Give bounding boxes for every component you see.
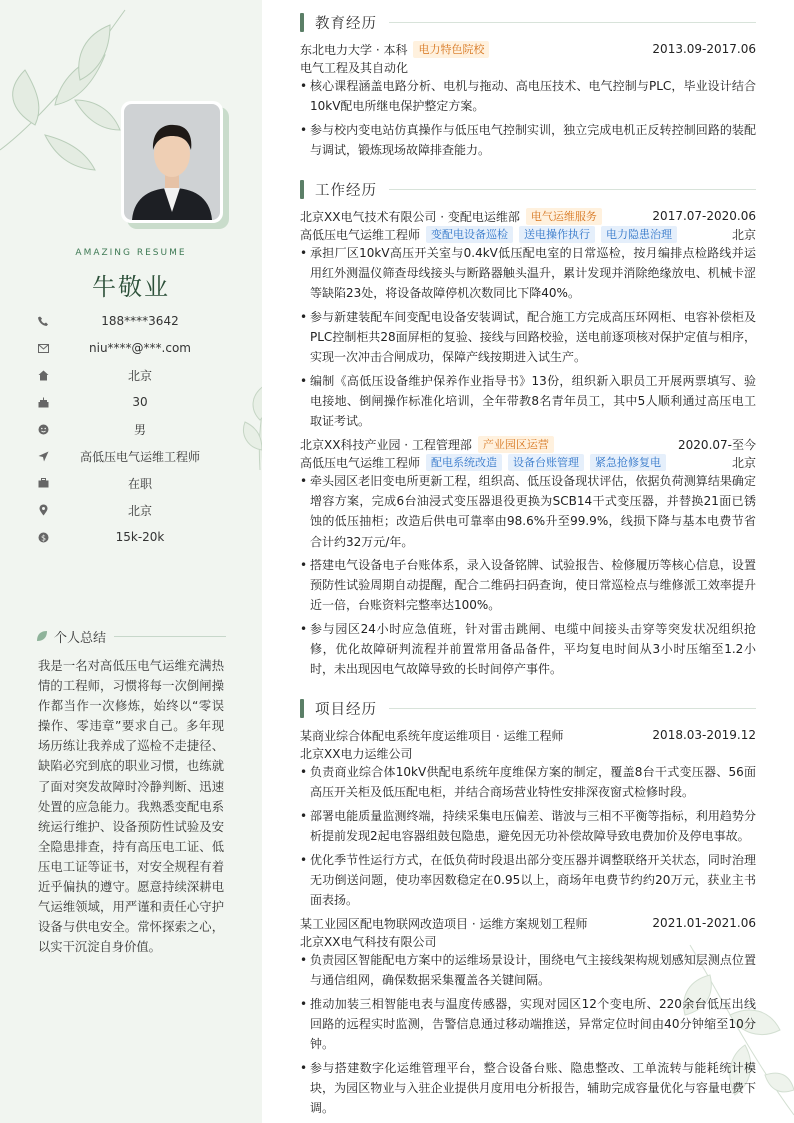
skill-tag: 配电系统改造 — [426, 454, 502, 471]
job-tag: 产业园区运营 — [478, 436, 554, 453]
salary-value: 15k-20k — [115, 530, 165, 544]
avatar — [124, 104, 220, 220]
project-name-row — [300, 726, 756, 744]
project-name-row — [300, 914, 756, 932]
project-bullet: • 推动加装三相智能电表与温度传感器，实现对园区12个变电所、220余台低压出线回路的远程实时监测，告警信息通过移动端推送，异常定位时间由40分钟缩至10分钟。 — [300, 997, 756, 1052]
job-role: 高低压电气运维工程师 — [300, 455, 421, 470]
briefcase-icon — [36, 476, 50, 490]
svg-text:$: $ — [40, 532, 46, 542]
major: 电气工程及其自动化 — [300, 60, 409, 75]
status-value: 在职 — [127, 476, 152, 491]
divider — [389, 22, 756, 23]
school-name: 东北电力大学 · 本科 — [300, 42, 408, 57]
skill-tag: 设备台账管理 — [508, 454, 584, 471]
summary-text: 我是一名对高低压电气运维充满热情的工程师，习惯将每一次倒闸操作都当作一次修炼，始终以“零误操作、零违章”要求自己。多年现场历练让我养成了巡检不走捷径、缺陷必究到底的职业习惯，也练就了面对突发故障时冷静判断、迅速处置的应急能力。我熟悉变配电系统运行维护、设备预防性试验及安全隐患排查，持有高压电工证、低压电工证等证书，对安全规程有着近乎偏执的遵守。愿意持续深耕电气运维领域，用严谨和责任心守护设备与供电安全。常怀探索之心，以实干沉淀自身价值。 — [38, 659, 224, 955]
work-heading — [300, 179, 756, 199]
project-bullet: • 部署电能质量监测终端，持续采集电压偏差、谐波与三相不平衡等指标，利用趋势分析提前发现2起电容器组鼓包隐患，避免因无功补偿故障导致电费加价及停电事故。 — [300, 809, 756, 844]
project-org: 北京XX电气科技有限公司 — [300, 934, 437, 949]
leaf-icon — [36, 630, 48, 642]
projects-title: 项目经历 — [315, 701, 377, 718]
hometown-value: 北京 — [127, 368, 152, 383]
project-date: 2018.03-2019.12 — [652, 728, 756, 742]
job-bullet: • 搭建电气设备电子台账体系，录入设备铭牌、试验报告、检修履历等核心信息，设置预防性试验周期自动提醒，配合二维码扫码查询，使日常巡检点与维修派工效率提升近一倍，台账资料完整率达100%。 — [300, 558, 756, 613]
summary-title: 个人总结 — [54, 630, 107, 646]
section-bar — [300, 699, 304, 718]
education-title: 教育经历 — [315, 15, 377, 32]
project-org: 北京XX电力运维公司 — [300, 746, 413, 761]
project-bullet: • 优化季节性运行方式，在低负荷时段退出部分变压器并调整联络开关状态，同时治理无功倒送问题，使功率因数稳定在0.95以上，商场年电费节约约20万元，获业主书面表扬。 — [300, 853, 756, 908]
divider — [114, 636, 226, 637]
job-company-row — [300, 207, 756, 225]
project-org-row — [300, 932, 756, 950]
project-bullet: • 负责商业综合体10kV供配电系统年度维保方案的制定，覆盖8台干式变压器、56面高压开关柜及低压配电柜，并结合商场营业特性安排深夜窗式检修时段。 — [300, 765, 756, 800]
divider — [389, 189, 756, 190]
education-bullet: • 核心课程涵盖电路分析、电机与拖动、高电压技术、电气控制与PLC，毕业设计结合10kV配电所继电保护整定方案。 — [300, 79, 756, 114]
education-heading — [300, 12, 756, 32]
cake-icon — [36, 395, 50, 409]
job-company: 北京XX电气技术有限公司 · 变配电运维部 — [300, 209, 520, 224]
job-date: 2017.07-2020.06 — [652, 209, 756, 223]
education-major-row — [300, 58, 756, 76]
divider — [389, 708, 756, 709]
job-city: 北京 — [731, 227, 756, 242]
job-city: 北京 — [731, 455, 756, 470]
skill-tag: 变配电设备巡检 — [426, 226, 513, 243]
info-location — [36, 501, 236, 519]
job-bullet: • 编制《高低压设备维护保养作业指导书》13份，组织新入职员工开展两票填写、验电接地、倒闸操作标准化培训，全年带教8名青年员工，其中5人顺利通过高压电工取证考试。 — [300, 374, 756, 429]
info-home — [36, 366, 236, 384]
info-age — [36, 393, 236, 411]
job-company-row — [300, 435, 756, 453]
job-role-row — [300, 453, 756, 471]
mail-icon — [36, 341, 50, 355]
project-bullet: • 参与搭建数字化运维管理平台，整合设备台账、隐患整改、工单流转与能耗统计模块，为园区物业与入驻企业提供月度用电分析报告，辅助完成容量优化与容量电费下调。 — [300, 1061, 756, 1116]
position-value: 高低压电气运维工程师 — [79, 449, 200, 464]
info-gender — [36, 420, 236, 438]
project-name: 某工业园区配电物联网改造项目 · 运维方案规划工程师 — [300, 916, 588, 931]
job-tag: 电气运维服务 — [526, 208, 602, 225]
info-email — [36, 339, 236, 357]
candidate-name: 牛敬业 — [92, 273, 170, 301]
job-bullet: • 参与新建装配车间变配电设备安装调试，配合施工方完成高压环网柜、电容补偿柜及PLC控制柜共28面屏柜的复验、接线与回路校验，送电前逐项核对保护定值与相序，实现一次冲击合闸成功，保障产线按期进入试生产。 — [300, 310, 756, 365]
info-status — [36, 474, 236, 492]
education-school-row — [300, 40, 756, 58]
phone-icon — [36, 314, 50, 328]
location-value: 北京 — [127, 503, 152, 518]
project-bullet: • 负责园区智能配电方案中的运维场景设计，围绕电气主接线架构规划感知层测点位置与通信组网，确保数据采集覆盖各关键间隔。 — [300, 953, 756, 988]
phone-value: 188****3642 — [101, 314, 179, 328]
job-company: 北京XX科技产业园 · 工程管理部 — [300, 437, 472, 452]
skill-tag: 电力隐患治理 — [601, 226, 677, 243]
skill-tag: 送电操作执行 — [519, 226, 595, 243]
job-bullet: • 牵头园区老旧变电所更新工程，组织高、低压设备现状评估，依据负荷测算结果确定增容方案，完成6台油浸式变压器退役更换为SCB14干式变压器，并替换21面已锈蚀的低压抽柜；改造后供电可靠率由98.6%升至99.9%，线损下降与基本电费节省合计约32万元/年。 — [300, 474, 756, 549]
section-bar — [300, 180, 304, 199]
send-icon — [36, 449, 50, 463]
school-tag: 电力特色院校 — [413, 41, 489, 58]
tagline: AMAZING RESUME — [75, 248, 187, 258]
gender-value: 男 — [133, 422, 146, 437]
location-icon — [36, 503, 50, 517]
job-date: 2020.07-至今 — [678, 437, 756, 452]
job-role: 高低压电气运维工程师 — [300, 227, 421, 242]
job-bullet: • 承担厂区10kV高压开关室与0.4kV低压配电室的日常巡检，按月编排点检路线并运用红外测温仪筛查母线接头与断路器触头温升，累计发现并消除绝缘放电、机械卡涩等缺陷23处，将设备故障停机次数同比下降40%。 — [300, 246, 756, 301]
info-salary — [36, 528, 236, 546]
education-bullet: • 参与校内变电站仿真操作与低压电气控制实训，独立完成电机正反转控制回路的装配与调试，锻炼现场故障排查能力。 — [300, 123, 756, 158]
job-role-row — [300, 225, 756, 243]
info-phone — [36, 312, 236, 330]
face-icon — [36, 422, 50, 436]
projects-heading — [300, 698, 756, 718]
home-icon — [36, 368, 50, 382]
job-bullet: • 参与园区24小时应急值班，针对雷击跳闸、电缆中间接头击穿等突发状况组织抢修，优化故障研判流程并前置常用备品备件，平均复电时间从3小时压缩至1.2小时，未出现因电气故障导致的长时间停产事件。 — [300, 622, 756, 677]
project-date: 2021.01-2021.06 — [652, 916, 756, 930]
summary-heading — [36, 626, 226, 646]
section-bar — [300, 13, 304, 32]
work-title: 工作经历 — [315, 182, 377, 199]
education-date: 2013.09-2017.06 — [652, 42, 756, 56]
project-org-row — [300, 744, 756, 762]
avatar-frame — [121, 101, 223, 223]
skill-tag: 紧急抢修复电 — [590, 454, 666, 471]
project-name: 某商业综合体配电系统年度运维项目 · 运维工程师 — [300, 728, 564, 743]
info-position — [36, 447, 236, 465]
email-value: niu****@***.com — [89, 341, 191, 355]
salary-icon — [36, 530, 50, 544]
sidebar — [0, 0, 262, 1123]
age-value: 30 — [132, 395, 148, 409]
